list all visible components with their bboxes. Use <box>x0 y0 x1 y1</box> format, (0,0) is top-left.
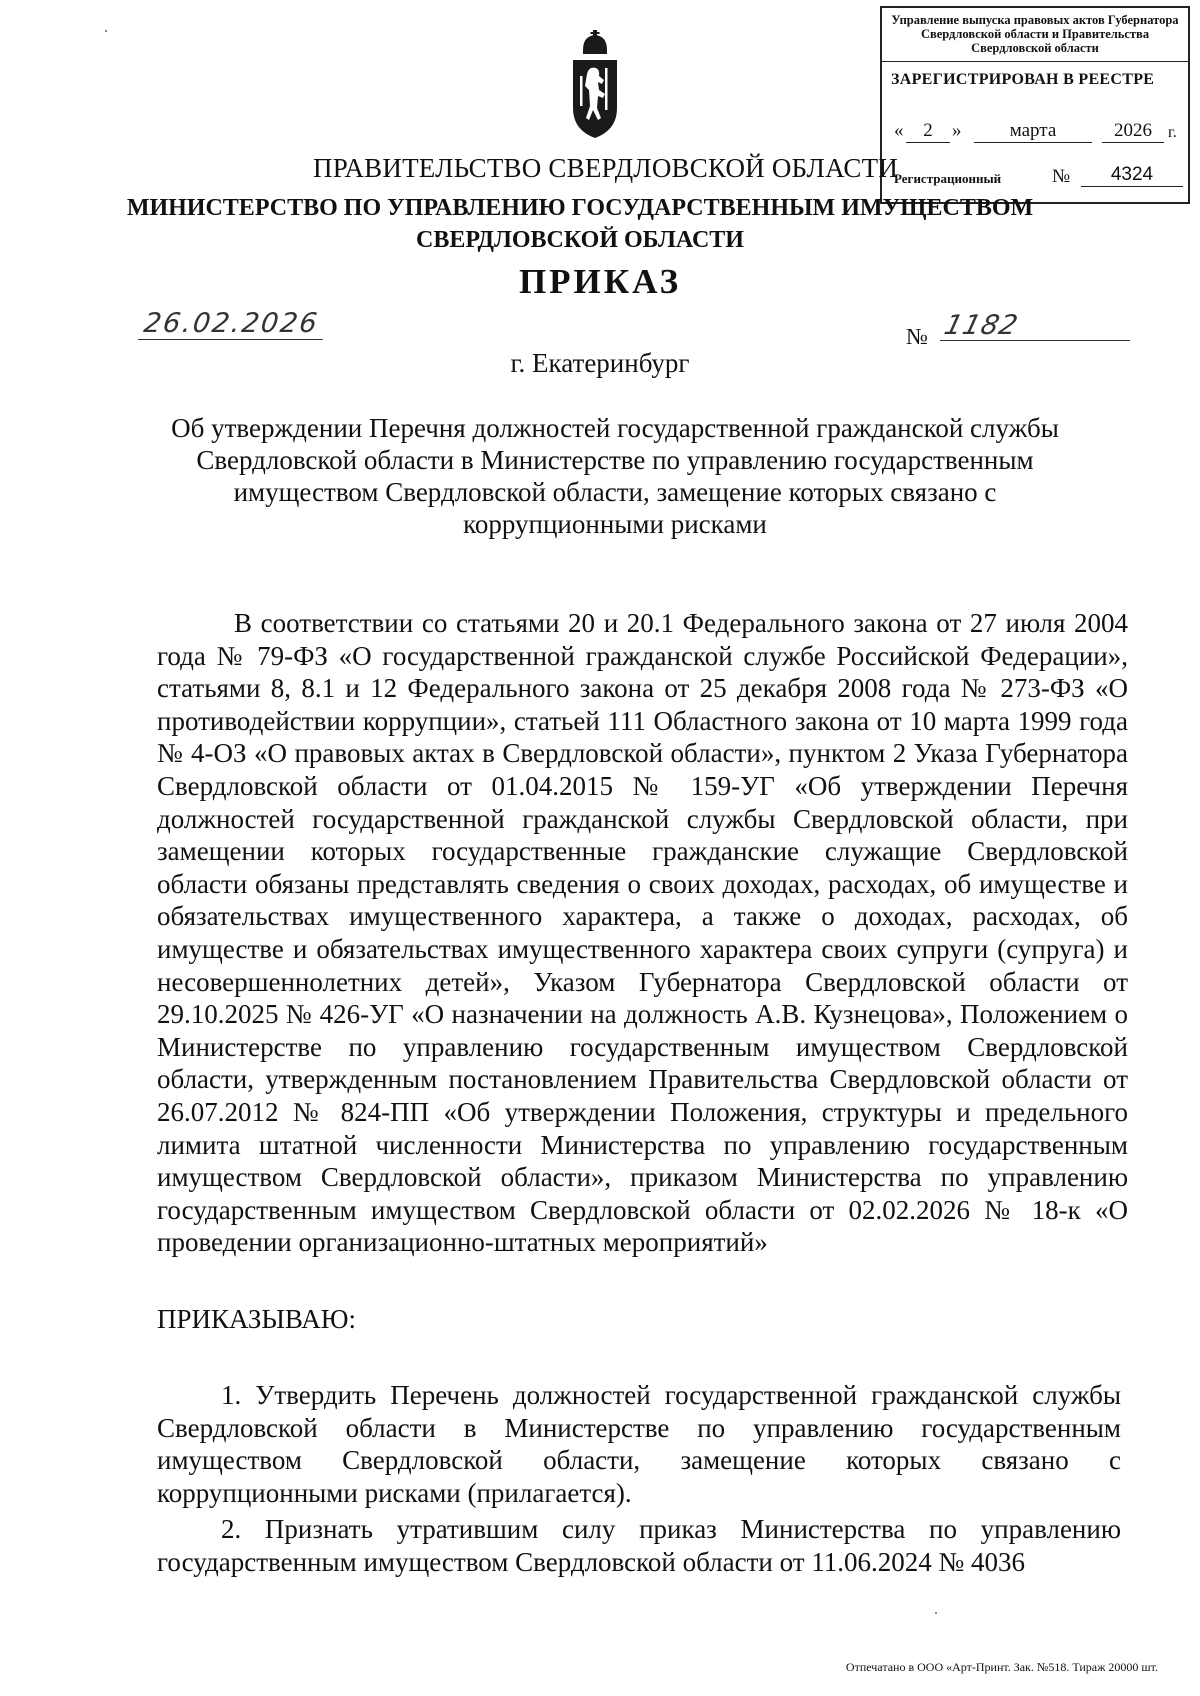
order-item: 2. Признать утратившим силу приказ Министерства по управлению государственным имуществом Свердловской области от 11.06.2024 № 4036 <box>157 1514 1121 1577</box>
ministry-heading: МИНИСТЕРСТВО ПО УПРАВЛЕНИЮ ГОСУДАРСТВЕННЫМ ИМУЩЕСТВОМ СВЕРДЛОВСКОЙ ОБЛАСТИ <box>126 195 1034 253</box>
stamp-reg-number-row <box>894 164 1184 190</box>
stamp-reg-number: 4324 <box>1081 164 1183 187</box>
stamp-reg-label: Регистрационный <box>894 171 1002 186</box>
handwritten-number: 1182 <box>941 310 1022 341</box>
handwritten-date: 26.02.2026 <box>138 308 327 340</box>
order-item: 1. Утвердить Перечень должностей государственной гражданской службы Свердловской области в Министерстве по управлению государственным имуществом Свердловской области, замещение которых связано с коррупционными рисками (прилагается). <box>157 1380 1121 1508</box>
stamp-year: 2026 <box>1102 120 1164 143</box>
city: г. Екатеринбург <box>510 348 690 378</box>
document-title: Об утверждении Перечня должностей государственной гражданской службы Свердловской области в Министерстве по управлению государственным имуществом Свердловской области, замещение которых связано с коррупционными рисками <box>171 413 1059 539</box>
printer-footer: Отпечатано в ООО «Арт-Принт. Зак. №518. Тираж 20000 шт. <box>845 1660 1158 1674</box>
stamp-year-suffix: г. <box>1168 124 1177 141</box>
stamp-month: марта <box>974 120 1092 143</box>
number-sign: № <box>906 324 928 349</box>
stamp-open-quote: « <box>894 120 904 141</box>
preamble-paragraph: В соответствии со статьями 20 и 20.1 Федерального закона от 27 июля 2004 года № 79-ФЗ «О государственной гражданской службе Российской Федерации», статьями 8, 8.1 и 12 Федерального закона от 25 декабря 2008 года № 273-ФЗ «О противодействии коррупции», статьей 111 Областного закона от 10 марта 1999 года № 4-ОЗ «О правовых актах в Свердловской области», пунктом 2 Указа Губернатора Свердловской области от 01.04.2015 № 159-УГ «Об утверждении Перечня должностей государственной гражданской службы Свердловской области, при замещении которых государственные гражданские служащие Свердловской области обязаны представлять сведения о своих доходах, расходах, об имуществе и обязательствах имущественного характера, а также о доходах, расходах, об имуществе и обязательствах имущественного характера своих супруги (супруга) и несовершеннолетних детей», Указом Губернатора Свердловской области от 29.10.2025 № 426-УГ «О назначении на должность А.В. Кузнецова», Положением о Министерстве по управлению государственным имуществом Свердловской области, утвержденным постановлением Правительства Свердловской области от 26.07.2012 № 824-ПП «Об утверждении Положения, структуры и предельного лимита штатной численности Министерства по управлению государственным имуществом Свердловской области», приказом Министерства по управлению государственным имуществом Свердловской области от 02.02.2026 № 18-к «О проведении организационно-штатных мероприятий» <box>157 608 1128 1258</box>
stamp-registered: ЗАРЕГИСТРИРОВАН В РЕЕСТРЕ <box>891 71 1155 88</box>
stamp-date <box>894 120 1184 146</box>
stamp-no-sign: № <box>1052 166 1071 187</box>
document-type: ПРИКАЗ <box>518 262 682 301</box>
registration-stamp <box>880 6 1190 204</box>
coat-of-arms-icon <box>565 30 625 142</box>
stamp-office: Управление выпуска правовых актов Губернатора Свердловской области и Правительства Свердловской области <box>882 8 1188 62</box>
scan-speck <box>935 1612 937 1614</box>
government-heading: ПРАВИТЕЛЬСТВО СВЕРДЛОВСКОЙ ОБЛАСТИ <box>313 153 899 183</box>
stamp-close-quote: » <box>952 120 962 141</box>
stamp-day: 2 <box>906 120 950 143</box>
orders-label: ПРИКАЗЫВАЮ: <box>157 1304 356 1334</box>
scan-speck <box>105 30 107 32</box>
